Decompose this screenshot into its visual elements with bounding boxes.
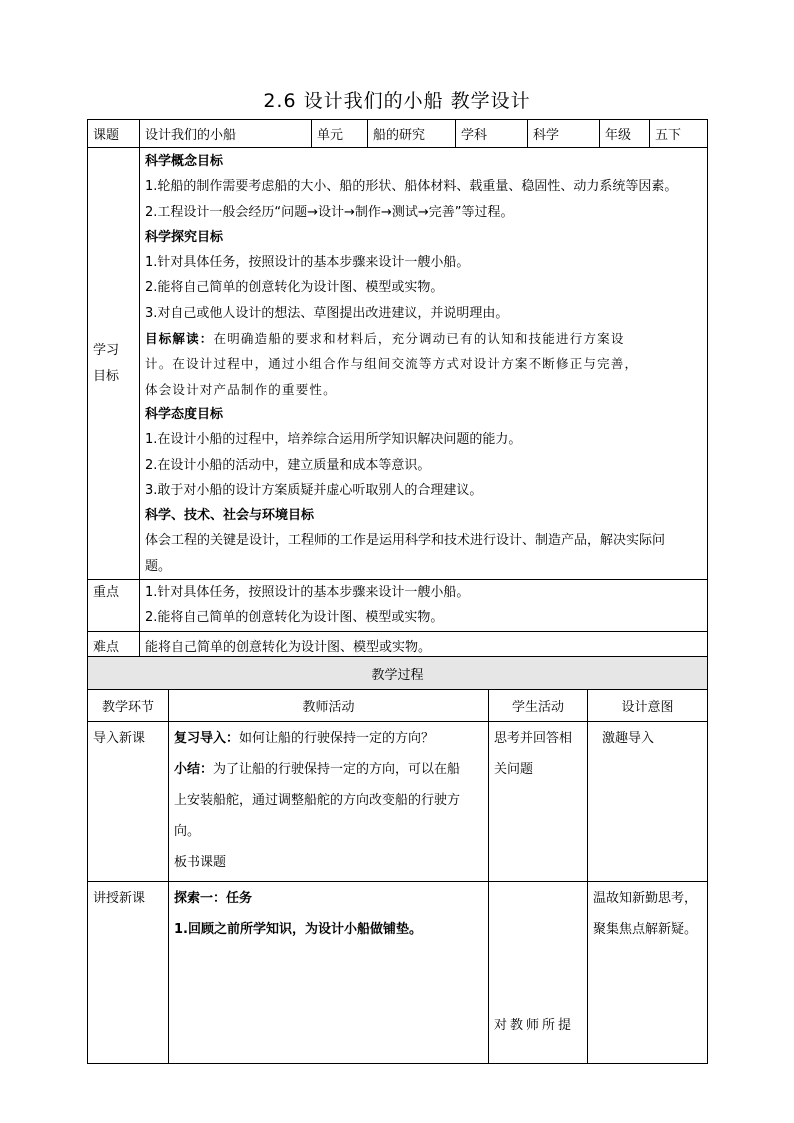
concept-heading: 科学概念目标 — [145, 154, 224, 169]
interpret-line: 计。在设计过程中，通过小组合作与组间交流等方式对设计方案不断修正与完善， — [145, 356, 639, 372]
key-points-content — [140, 580, 708, 632]
teacher-activity-cell — [169, 882, 489, 1064]
process-heading: 教学过程 — [88, 657, 708, 690]
goals-row — [88, 148, 708, 580]
key-point-item: 1.针对具体任务，按照设计的基本步骤来设计一艘小船。 — [145, 585, 470, 601]
review-label: 复习导入： — [174, 731, 240, 746]
goals-label-line2: 目标 — [93, 368, 120, 384]
concept-item: 2.工程设计一般会经历“问题→设计→制作→测试→完善”等过程。 — [145, 204, 514, 220]
student-text: 对教师所提 — [494, 1018, 575, 1033]
goals-label-cell — [88, 148, 140, 580]
stage-cell — [88, 882, 169, 1064]
attitude-item: 2.在设计小船的活动中，建立质量和成本等意识。 — [145, 457, 431, 473]
inquiry-item: 2.能将自己简单的创意转化为设计图、模型或实物。 — [145, 280, 444, 296]
attitude-item: 1.在设计小船的过程中，培养综合运用所学知识解决问题的能力。 — [145, 432, 522, 448]
inquiry-item: 1.针对具体任务，按照设计的基本步骤来设计一艘小船。 — [145, 255, 470, 271]
goals-content — [140, 148, 708, 580]
goals-label-line1: 学习 — [93, 343, 120, 359]
grade-value: 五下 — [650, 120, 708, 148]
topic-value: 设计我们的小船 — [140, 120, 312, 148]
inquiry-heading: 科学探究目标 — [145, 229, 224, 245]
difficulty-row — [88, 631, 708, 659]
concept-item: 1.轮船的制作需要考虑船的大小、船的形状、船体材料、载重量、稳固性、动力系统等因素。 — [145, 179, 678, 195]
document-title: 2.6 设计我们的小船 教学设计 — [263, 90, 531, 112]
attitude-heading: 科学态度目标 — [145, 406, 224, 422]
summary-text: 为了让船的行驶保持一定的方向，可以在船 — [213, 762, 461, 777]
intent-line: 温故知新勤思考， — [593, 891, 698, 906]
summary-line: 向。 — [174, 824, 201, 839]
intent-text: 激趣导入 — [602, 731, 655, 746]
intent-cell — [588, 722, 708, 882]
info-row — [88, 120, 708, 148]
interpret-label: 目标解读： — [145, 331, 214, 347]
unit-label: 单元 — [312, 120, 368, 148]
teacher-activity-cell — [169, 722, 489, 882]
interpret-line — [145, 326, 702, 351]
sts-line: 体会工程的关键是设计，工程师的工作是运用科学和技术进行设计、制造产品，解决实际问 — [145, 533, 666, 549]
interpret-text: 在明确造船的要求和材料后，充分调动已有的认知和技能进行方案设 — [213, 331, 625, 347]
summary-label: 小结： — [174, 762, 214, 777]
explore-step: 1.回顾之前所学知识，为设计小船做铺垫。 — [174, 922, 422, 937]
key-points-label-text: 重点 — [93, 585, 120, 601]
summary-line: 上安装船舵，通过调整船舵的方向改变船的行驶方 — [174, 793, 461, 808]
review-line — [174, 723, 483, 754]
subject-value: 科学 — [528, 120, 600, 148]
unit-value: 船的研究 — [368, 120, 456, 148]
intent-line: 聚集焦点解新疑。 — [593, 922, 698, 937]
process-column-headers — [88, 690, 708, 722]
attitude-item: 3.敢于对小船的设计方案质疑并虚心听取别人的合理建议。 — [145, 482, 483, 498]
board-text: 板书课题 — [174, 855, 227, 870]
stage-text: 导入新课 — [93, 731, 146, 746]
student-line: 关问题 — [494, 762, 534, 777]
key-points-label — [88, 580, 140, 632]
process-row-intro — [88, 722, 708, 882]
column-header-stage: 教学环节 — [88, 690, 169, 722]
intent-cell — [588, 882, 708, 1064]
sts-line: 题。 — [145, 558, 172, 574]
process-row-teaching — [88, 882, 708, 1064]
column-header-teacher: 教师活动 — [169, 690, 489, 722]
student-activity-cell — [489, 722, 588, 882]
key-point-item: 2.能将自己简单的创意转化为设计图、模型或实物。 — [145, 610, 444, 626]
review-text: 如何让船的行驶保持一定的方向？ — [239, 731, 435, 746]
difficulty-label: 难点 — [88, 631, 140, 659]
key-points-row — [88, 580, 708, 632]
column-header-student: 学生活动 — [489, 690, 588, 722]
student-line: 思考并回答相 — [494, 731, 573, 746]
summary-line — [174, 754, 483, 785]
process-table — [87, 656, 708, 1064]
stage-text: 讲授新课 — [93, 891, 146, 906]
difficulty-text: 能将自己简单的创意转化为设计图、模型或实物。 — [140, 631, 708, 659]
stage-cell — [88, 722, 169, 882]
sts-heading: 科学、技术、社会与环境目标 — [145, 508, 315, 524]
process-heading-row — [88, 657, 708, 690]
grade-label: 年级 — [600, 120, 650, 148]
student-activity-cell — [489, 882, 588, 1064]
subject-label: 学科 — [456, 120, 528, 148]
column-header-intent: 设计意图 — [588, 690, 708, 722]
interpret-line: 体会设计对产品制作的重要性。 — [145, 381, 337, 397]
inquiry-item: 3.对自己或他人设计的想法、草图提出改进建议，并说明理由。 — [145, 305, 509, 321]
topic-label: 课题 — [88, 120, 140, 148]
lesson-info-table — [87, 119, 708, 660]
explore-heading: 探索一：任务 — [174, 891, 253, 906]
